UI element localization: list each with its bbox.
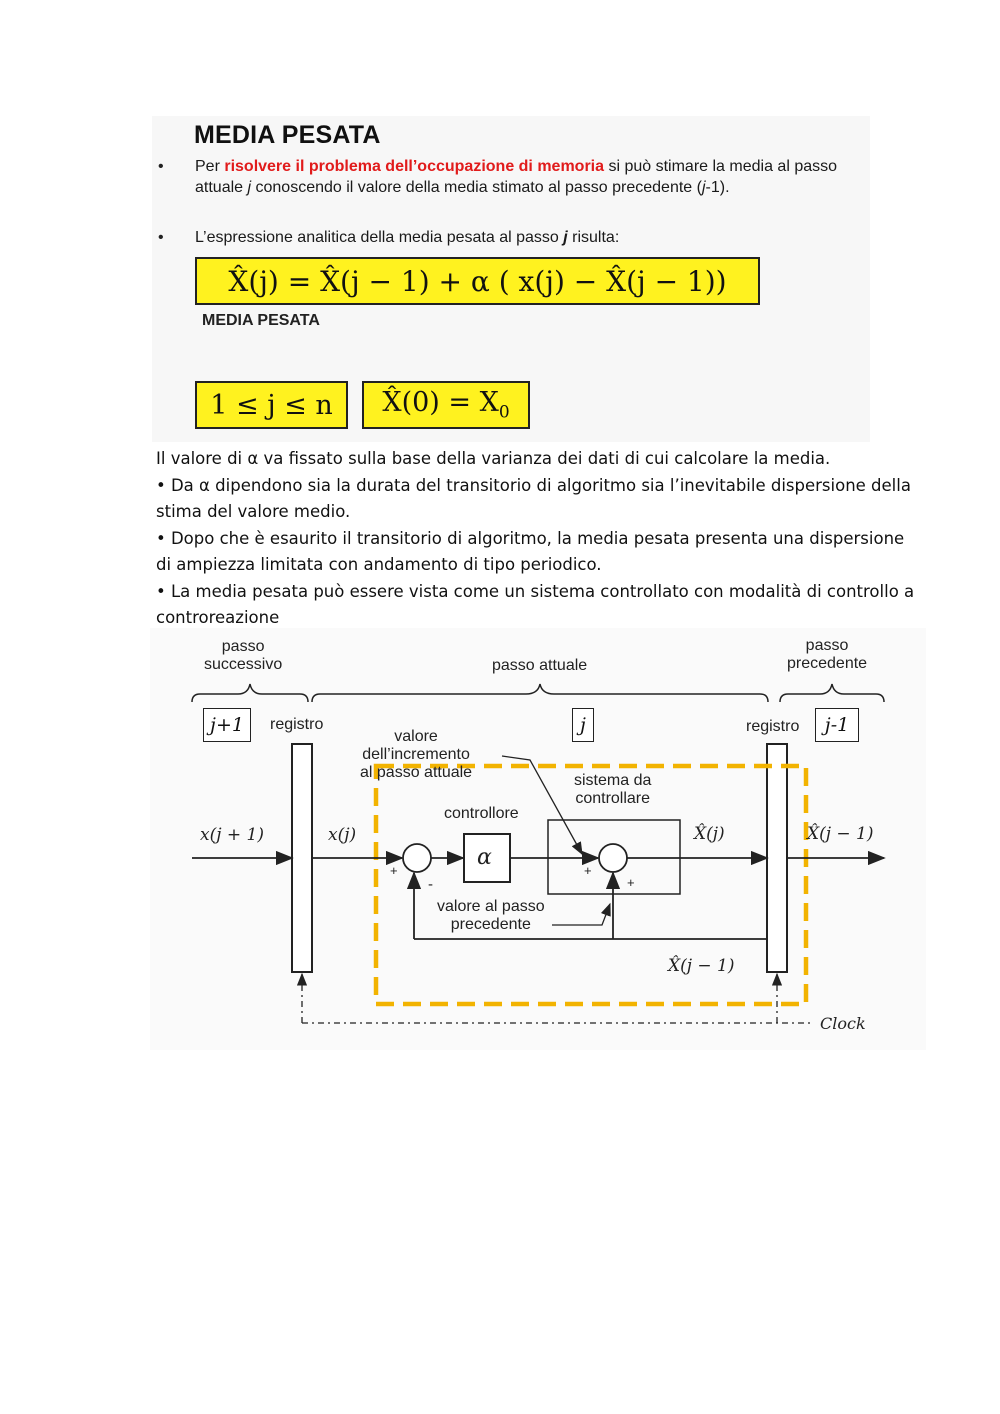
bullet-2-j: j (563, 229, 568, 246)
bullet-1-after-2: conoscendo il valore della media stimato al passo precedente ( (251, 179, 702, 196)
paragraph: • La media pesata può essere vista come un sistema controllato con modalità di controllo a controreazione (156, 581, 915, 627)
bullet-1-highlight: risolvere il problema dell’occupazione di memoria (224, 158, 605, 175)
bullet-1-text (195, 156, 875, 198)
register-right (767, 744, 787, 972)
paragraph: Il valore di α va fissato sulla base della varianza dei dati di cui calcolare la media. (156, 449, 831, 468)
formula-label: MEDIA PESATA (202, 312, 320, 329)
box-j-plus-1: j+1 (203, 708, 251, 742)
init-box (362, 381, 530, 429)
label-line: sistema da (574, 772, 652, 789)
alpha-symbol: α (477, 845, 492, 870)
label-line: valore (394, 728, 438, 745)
plus-sign-sum2-left: + (584, 863, 592, 878)
label-line: precedente (787, 655, 868, 672)
block-diagram (150, 628, 926, 1050)
label-registro-left: registro (270, 716, 324, 733)
bullet-marker: • (158, 158, 164, 175)
formula-text: X̂(j) = X̂(j − 1) + α ( x(j) − X̂(j − 1)) (228, 264, 727, 298)
bullet-2-after: risulta: (567, 229, 620, 246)
bullet-1-jm1: j (701, 179, 706, 196)
range-text: 1 ≤ j ≤ n (210, 389, 333, 421)
bullet-1-after-3: -1). (705, 179, 730, 196)
label-line: controllare (575, 790, 651, 807)
label-xhat-j-minus-1-fb: X̂(j − 1) (668, 956, 735, 976)
label-xhat-j-minus-1-out: X̂(j − 1) (807, 824, 874, 844)
label-registro-right: registro (746, 718, 800, 735)
register-left (292, 744, 312, 972)
paragraph: • Dopo che è esaurito il transitorio di algoritmo, la media pesata presenta una dispersione di ampiezza limitata con andamento di tipo periodico. (156, 528, 905, 574)
slide-title: MEDIA PESATA (194, 121, 381, 149)
label-x-j-plus-1: x(j + 1) (200, 825, 264, 845)
previous-pointer (552, 904, 610, 925)
label-line: passo (221, 638, 265, 655)
plus-sign-sum1: + (390, 863, 398, 878)
label-line: precedente (450, 916, 531, 933)
label-valore-incremento (360, 728, 472, 782)
label-line: passo (805, 637, 849, 654)
brace-successivo (192, 684, 308, 702)
label-passo-attuale: passo attuale (492, 657, 588, 674)
paragraph: • Da α dipendono sia la durata del transitorio di algoritmo sia l’inevitabile dispersione della stima del valore medio. (156, 475, 911, 521)
bullet-1-before: Per (195, 158, 225, 175)
label-sistema (574, 772, 651, 808)
label-passo-successivo (204, 638, 282, 674)
bullet-2-before: L’espressione analitica della media pesata al passo (195, 229, 564, 246)
label-line: al passo attuale (360, 764, 473, 781)
label-line: dell’incremento (362, 746, 470, 763)
box-j: j (572, 708, 594, 742)
brace-precedente (780, 684, 884, 702)
formula-box (195, 257, 760, 305)
bullet-1-after: si può stimare la media al passo attuale (195, 158, 838, 196)
box-j-minus-1: j-1 (815, 708, 859, 742)
label-line: successivo (204, 656, 283, 673)
label-valore-precedente (437, 898, 545, 934)
init-expr: X̂(0) = X (382, 387, 499, 419)
brace-attuale (312, 684, 768, 702)
init-subscript: 0 (498, 402, 510, 423)
label-x-j: x(j) (328, 825, 357, 845)
bullet-2-text (195, 227, 875, 248)
body-text (156, 446, 916, 632)
minus-sign-sum1: - (428, 876, 433, 893)
sum-junction-1 (403, 844, 431, 872)
label-passo-precedente (787, 637, 867, 673)
bullet-1-j: j (247, 179, 252, 196)
init-text (382, 387, 509, 422)
range-box (195, 381, 348, 429)
bullet-marker: • (158, 229, 164, 246)
label-clock: Clock (820, 1014, 866, 1033)
label-xhat-j: X̂(j) (694, 824, 725, 844)
sum-junction-2 (599, 844, 627, 872)
label-controllore: controllore (444, 805, 519, 822)
label-line: valore al passo (437, 898, 545, 915)
plus-sign-sum2-bottom: + (627, 875, 635, 890)
